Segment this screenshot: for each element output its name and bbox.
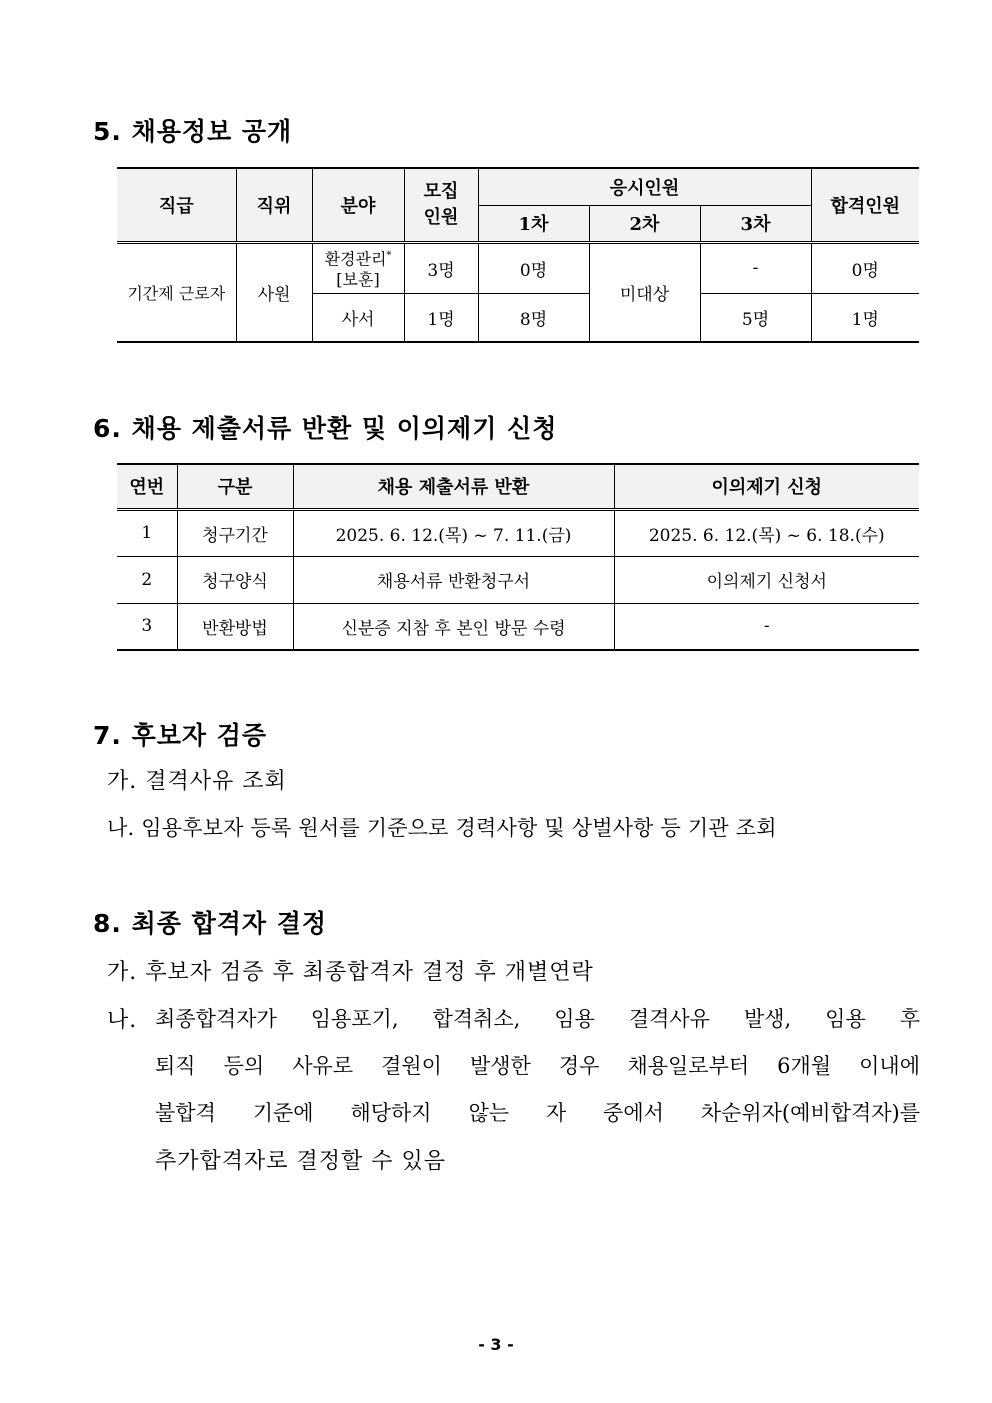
row-return-docs: 신분증 지참 후 본인 방문 수령 — [293, 603, 614, 650]
round1-cell: 0명 — [478, 242, 589, 293]
section-8-item-a: 가. 후보자 검증 후 최종합격자 결정 후 개별연락 — [107, 960, 594, 985]
document-return-table — [117, 463, 919, 651]
header-applicants: 응시인원 — [478, 168, 811, 205]
round2-merged-cell: 미대상 — [589, 242, 700, 342]
header-recruit-count: 모집 인원 — [404, 168, 478, 242]
row-objection: 이의제기 신청서 — [614, 556, 919, 603]
position-cell: 사원 — [236, 242, 312, 342]
row-category: 반환방법 — [177, 603, 293, 650]
row-no: 3 — [117, 603, 177, 650]
header-round-2: 2차 — [589, 205, 700, 242]
field-cell-env: 환경관리* [보훈] — [312, 242, 404, 293]
recruit-cell: 3명 — [404, 242, 478, 293]
section-8-item-b-line-1: 최종합격자가 임용포기, 합격취소, 임용 결격사유 발생, 임용 후 — [155, 1007, 920, 1031]
row-return-docs: 채용서류 반환청구서 — [293, 556, 614, 603]
header-grade: 직급 — [117, 168, 236, 242]
section-8-item-b-line-4: 추가합격자로 결정할 수 있음 — [155, 1149, 447, 1174]
row-category: 청구양식 — [177, 556, 293, 603]
row-return-docs: 2025. 6. 12.(목) ~ 7. 11.(금) — [293, 509, 614, 556]
header-no: 연번 — [117, 464, 177, 509]
section-8-item-b-line-2: 퇴직 등의 사유로 결원이 발생한 경우 채용일로부터 6개월 이내에 — [155, 1054, 920, 1078]
header-round-1: 1차 — [478, 205, 589, 242]
header-passed: 합격인원 — [811, 168, 919, 242]
header-category: 구분 — [177, 464, 293, 509]
section-6-heading: 6. 채용 제출서류 반환 및 이의제기 신청 — [93, 414, 558, 443]
round1-cell: 8명 — [478, 293, 589, 342]
section-5-heading: 5. 채용정보 공개 — [93, 117, 293, 146]
row-category: 청구기간 — [177, 509, 293, 556]
row-no: 2 — [117, 556, 177, 603]
section-7-heading: 7. 후보자 검증 — [93, 721, 268, 750]
section-8-heading: 8. 최종 합격자 결정 — [93, 909, 328, 938]
recruitment-info-table — [117, 167, 919, 343]
round3-cell: - — [700, 242, 811, 293]
header-position: 직위 — [236, 168, 312, 242]
round3-cell: 5명 — [700, 293, 811, 342]
grade-cell: 기간제 근로자 — [117, 242, 236, 342]
table-row — [117, 603, 919, 650]
header-round-3: 3차 — [700, 205, 811, 242]
header-return-docs: 채용 제출서류 반환 — [293, 464, 614, 509]
passed-cell: 1명 — [811, 293, 919, 342]
page-number: - 3 - — [478, 1335, 514, 1354]
section-7-item-b: 나. 임용후보자 등록 원서를 기준으로 경력사항 및 상벌사항 등 기관 조회 — [107, 816, 777, 840]
table-row — [117, 509, 919, 556]
row-no: 1 — [117, 509, 177, 556]
passed-cell: 0명 — [811, 242, 919, 293]
section-8-item-b-marker: 나. — [107, 1008, 138, 1033]
field-cell-librarian: 사서 — [312, 293, 404, 342]
section-7-item-a: 가. 결격사유 조회 — [107, 769, 287, 794]
table-row — [117, 556, 919, 603]
recruit-cell: 1명 — [404, 293, 478, 342]
row-objection: - — [614, 603, 919, 650]
header-field: 분야 — [312, 168, 404, 242]
row-objection: 2025. 6. 12.(목) ~ 6. 18.(수) — [614, 509, 919, 556]
section-8-item-b-line-3: 불합격 기준에 해당하지 않는 자 중에서 차순위자(예비합격자)를 — [155, 1101, 920, 1125]
header-objection: 이의제기 신청 — [614, 464, 919, 509]
